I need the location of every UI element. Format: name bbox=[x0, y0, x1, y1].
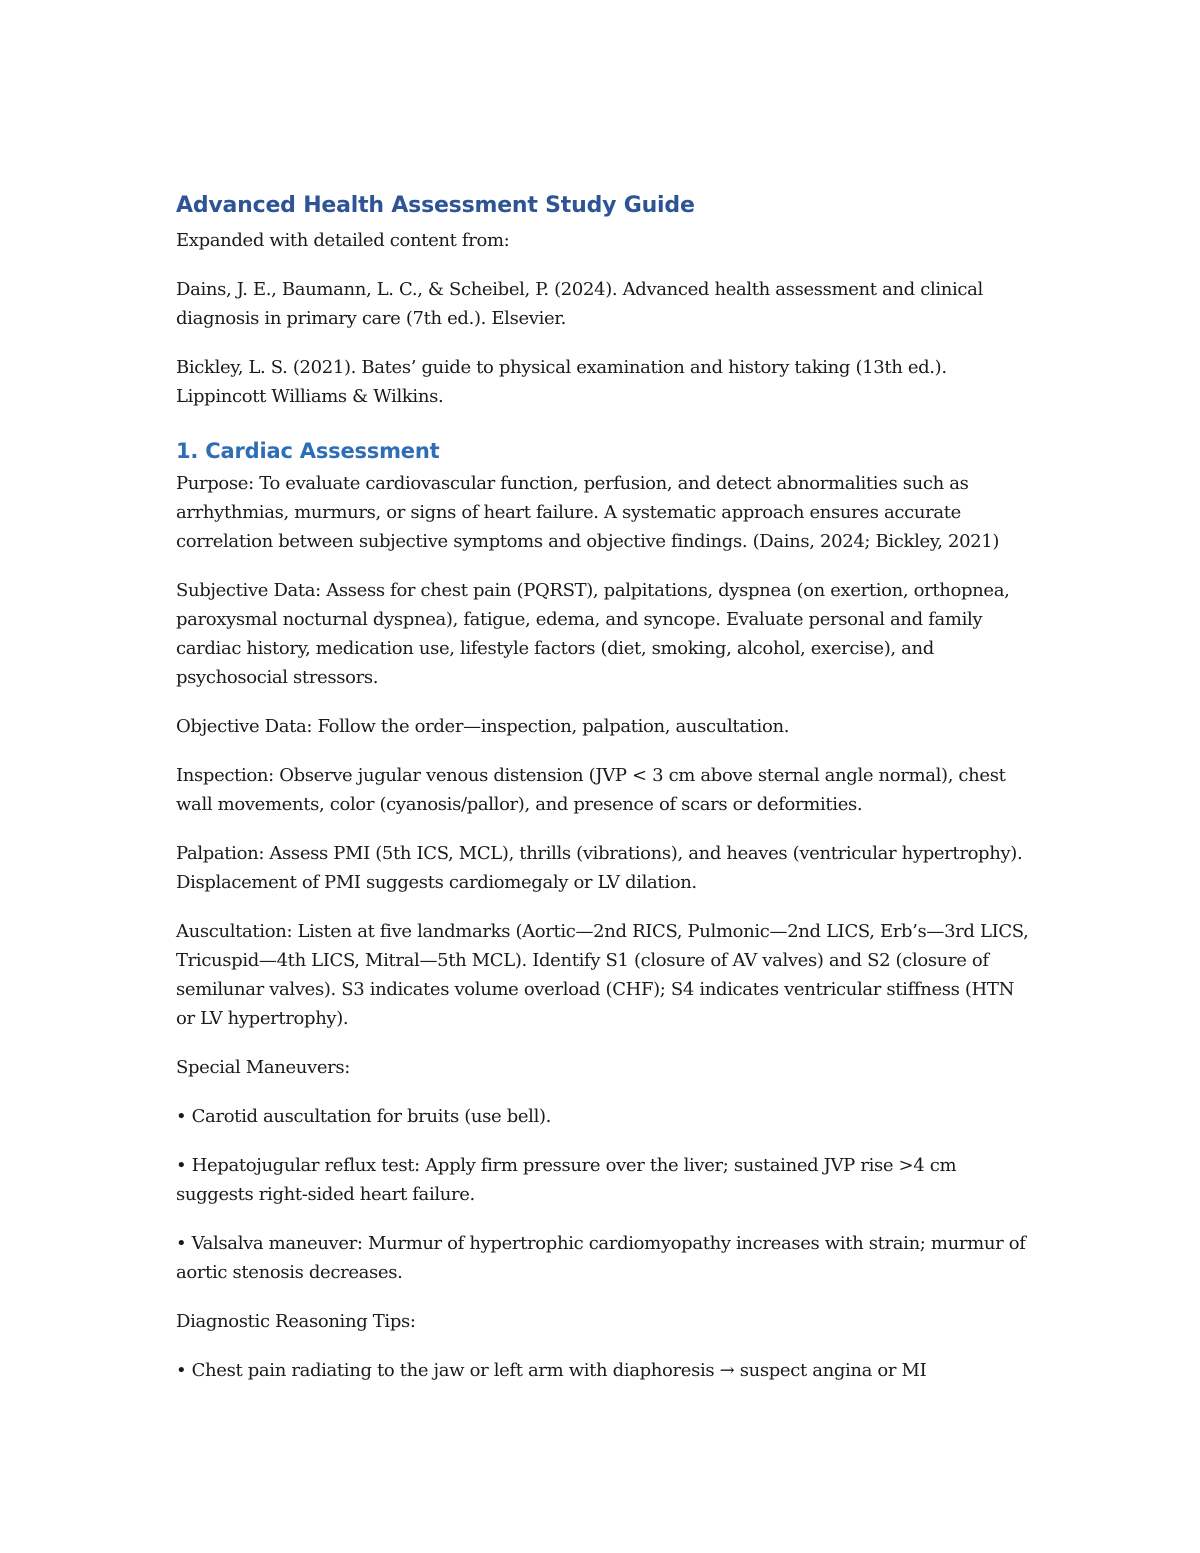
bullet-chest-pain-radiating: • Chest pain radiating to the jaw or left arm with diaphoresis → suspect angina or MI bbox=[176, 1360, 927, 1381]
bullet-hepatojugular-reflux: • Hepatojugular reflux test: Apply firm pressure over the liver; sustained JVP rise >4 cm suggests right-sided heart failure. bbox=[176, 1155, 957, 1205]
section-heading-cardiac-assessment: 1. Cardiac Assessment bbox=[176, 439, 440, 463]
paragraph-inspection: Inspection: Observe jugular venous distension (JVP < 3 cm above sternal angle normal), chest wall movements, color (cyanosis/pallor), and presence of scars or deformities. bbox=[176, 765, 1006, 815]
paragraph-diagnostic-reasoning-label: Diagnostic Reasoning Tips: bbox=[176, 1311, 416, 1332]
document-subtitle: Expanded with detailed content from: bbox=[176, 230, 510, 251]
paragraph-palpation: Palpation: Assess PMI (5th ICS, MCL), thrills (vibrations), and heaves (ventricular hypertrophy). Displacement of PMI suggests cardiomegaly or LV dilation. bbox=[176, 843, 1023, 893]
reference-bickley: Bickley, L. S. (2021). Bates’ guide to physical examination and history taking (13th ed.). Lippincott Williams & Wilkins. bbox=[176, 357, 947, 407]
reference-dains: Dains, J. E., Baumann, L. C., & Scheibel, P. (2024). Advanced health assessment and clinical diagnosis in primary care (7th ed.). Elsevier. bbox=[176, 279, 983, 329]
paragraph-purpose: Purpose: To evaluate cardiovascular function, perfusion, and detect abnormalities such as arrhythmias, murmurs, or signs of heart failure. A systematic approach ensures accurate correlation between subjective symptoms and objective findings. (Dains, 2024; Bickley, 2021) bbox=[176, 473, 1000, 552]
paragraph-objective-data: Objective Data: Follow the order—inspection, palpation, auscultation. bbox=[176, 716, 790, 737]
paragraph-auscultation: Auscultation: Listen at five landmarks (Aortic—2nd RICS, Pulmonic—2nd LICS, Erb’s—3rd LICS, Tricuspid—4th LICS, Mitral—5th MCL). Identify S1 (closure of AV valves) and S2 (closure of semilunar valves). S3 indicates volume overload (CHF); S4 indicates ventricular stiffness (HTN or LV hypertrophy). bbox=[176, 921, 1029, 1029]
document-title: Advanced Health Assessment Study Guide bbox=[176, 193, 695, 218]
bullet-valsalva-maneuver: • Valsalva maneuver: Murmur of hypertrophic cardiomyopathy increases with strain; murmur of aortic stenosis decreases. bbox=[176, 1233, 1026, 1283]
paragraph-special-maneuvers-label: Special Maneuvers: bbox=[176, 1057, 350, 1078]
document-body bbox=[176, 190, 1036, 1405]
bullet-carotid-auscultation: • Carotid auscultation for bruits (use bell). bbox=[176, 1106, 552, 1127]
paragraph-subjective-data: Subjective Data: Assess for chest pain (PQRST), palpitations, dyspnea (on exertion, orthopnea, paroxysmal nocturnal dyspnea), fatigue, edema, and syncope. Evaluate personal and family cardiac history, medication use, lifestyle factors (diet, smoking, alcohol, exercise), and psychosocial stressors. bbox=[176, 580, 1010, 688]
